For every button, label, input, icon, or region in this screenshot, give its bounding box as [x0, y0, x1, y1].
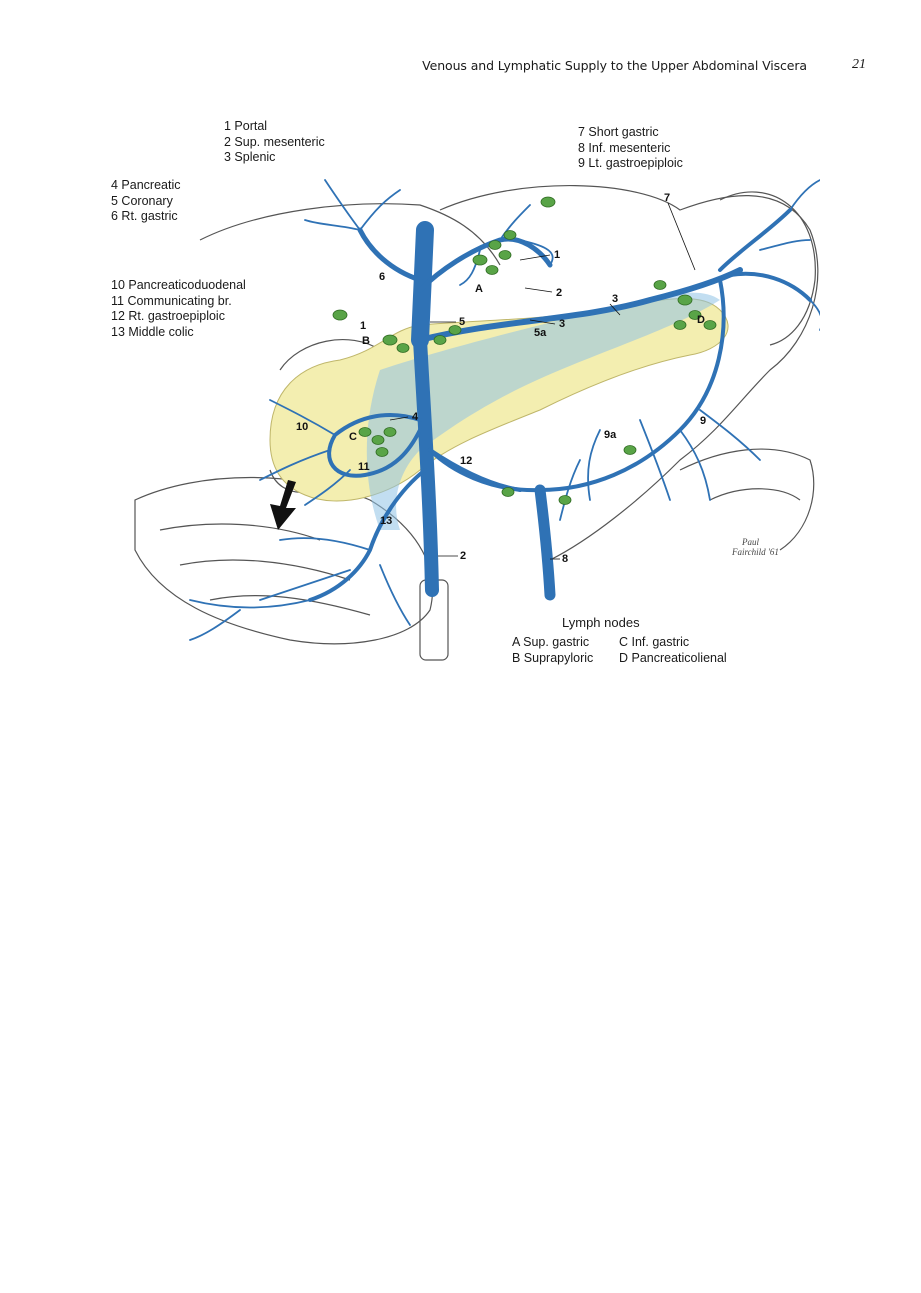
- legend-item: 4 Pancreatic: [111, 178, 181, 192]
- lymph-nodes-heading: Lymph nodes: [562, 615, 640, 630]
- signature-line: Paul: [742, 537, 759, 547]
- lymph-node-b: [397, 344, 409, 353]
- lymph-node-d: [704, 321, 716, 330]
- figure-label: 8: [562, 553, 569, 565]
- lymph-node: [654, 281, 666, 290]
- lymph-node-c: [359, 428, 371, 437]
- figure-label: D: [697, 314, 705, 326]
- legend-item: 13 Middle colic: [111, 324, 194, 339]
- vein-legend-group-a: [224, 119, 325, 166]
- legend-item: A Sup. gastric: [512, 635, 590, 649]
- coronary-vein: [420, 239, 550, 290]
- figure-label: 1: [554, 249, 561, 261]
- figure-label: 9a: [604, 429, 617, 441]
- spleen-outline: [720, 192, 815, 345]
- figure-label: 12: [460, 455, 473, 467]
- artist-signature: [731, 537, 779, 557]
- lymph-node-a: [504, 231, 516, 240]
- lymph-node: [333, 310, 347, 320]
- inferior-mesenteric-vein: [540, 490, 550, 595]
- figure-label: 2: [556, 287, 563, 299]
- lymph-node: [502, 488, 514, 497]
- lymph-node-a: [499, 251, 511, 260]
- vein-legend-group-d: [578, 125, 683, 172]
- leader-line: [525, 288, 552, 292]
- short-gastric-veins: [720, 210, 810, 300]
- page-number: 21: [852, 57, 866, 72]
- figure-label: C: [349, 431, 357, 443]
- anatomical-illustration: [120, 170, 820, 670]
- vein-legend-group-b: [111, 178, 180, 225]
- vein-branch: [260, 538, 410, 625]
- legend-item: 12 Rt. gastroepiploic: [111, 309, 225, 323]
- lymph-node: [434, 336, 446, 345]
- figure-label: 7: [664, 192, 671, 204]
- lymph-node-b: [383, 335, 397, 345]
- legend-item: 7 Short gastric: [578, 125, 659, 139]
- lymph-node: [624, 446, 636, 455]
- lymph-node-a: [473, 255, 487, 265]
- figure-label: 11: [358, 461, 370, 473]
- lymph-node: [559, 496, 571, 505]
- figure-label: 1: [360, 320, 367, 332]
- legend-item: 10 Pancreaticoduodenal: [111, 278, 246, 292]
- colon-haustra: [160, 524, 370, 615]
- lymph-node-c: [384, 428, 396, 437]
- figure-label: B: [362, 335, 370, 347]
- lymph-node: [541, 197, 555, 207]
- lymph-node-a: [486, 266, 498, 275]
- lymph-node-d: [674, 321, 686, 330]
- leader-line: [668, 203, 695, 270]
- figure-label: 5a: [534, 327, 547, 339]
- legend-item: 6 Rt. gastric: [111, 209, 178, 223]
- figure-label: 3: [559, 318, 566, 330]
- right-gastric-vein: [360, 230, 420, 280]
- figure-label: 2: [460, 550, 467, 562]
- lymph-nodes-legend-column-2: [619, 635, 727, 666]
- legend-item: 2 Sup. mesenteric: [224, 134, 325, 149]
- lymph-node-c: [376, 448, 388, 457]
- liver-outline: [200, 204, 500, 265]
- legend-item: 1 Portal: [224, 119, 268, 133]
- lymph-node-d: [678, 295, 692, 305]
- figure-label: 5: [459, 316, 466, 328]
- figure-label: 13: [380, 515, 393, 527]
- legend-item: D Pancreaticolienal: [619, 650, 727, 665]
- lymph-node-a: [489, 241, 501, 250]
- vein-branch: [460, 205, 553, 285]
- signature-line: Fairchild '61: [732, 547, 779, 557]
- legend-item: 3 Splenic: [224, 150, 276, 164]
- vein-legend-group-c: [111, 278, 246, 340]
- figure-label: 6: [379, 271, 386, 283]
- right-gastroepiploic-vein: [430, 450, 520, 490]
- legend-item: 9 Lt. gastroepiploic: [578, 156, 683, 170]
- vein-branch: [760, 180, 820, 330]
- legend-item: 11 Communicating br.: [111, 293, 232, 308]
- legend-item: 5 Coronary: [111, 193, 173, 208]
- running-title: Venous and Lymphatic Supply to the Upper Abdominal Viscera: [422, 58, 807, 73]
- figure-label: A: [475, 283, 483, 295]
- figure-label: 9: [700, 415, 707, 427]
- lymph-node-c: [372, 436, 384, 445]
- figure-label: 3: [612, 293, 619, 305]
- figure-label: 10: [296, 421, 309, 433]
- legend-item: C Inf. gastric: [619, 635, 690, 649]
- figure-label: 4: [412, 411, 419, 423]
- vein-branch: [190, 600, 310, 640]
- lymph-nodes-legend-column-1: [512, 635, 593, 666]
- legend-item: B Suprapyloric: [512, 650, 594, 665]
- legend-item: 8 Inf. mesenteric: [578, 140, 671, 155]
